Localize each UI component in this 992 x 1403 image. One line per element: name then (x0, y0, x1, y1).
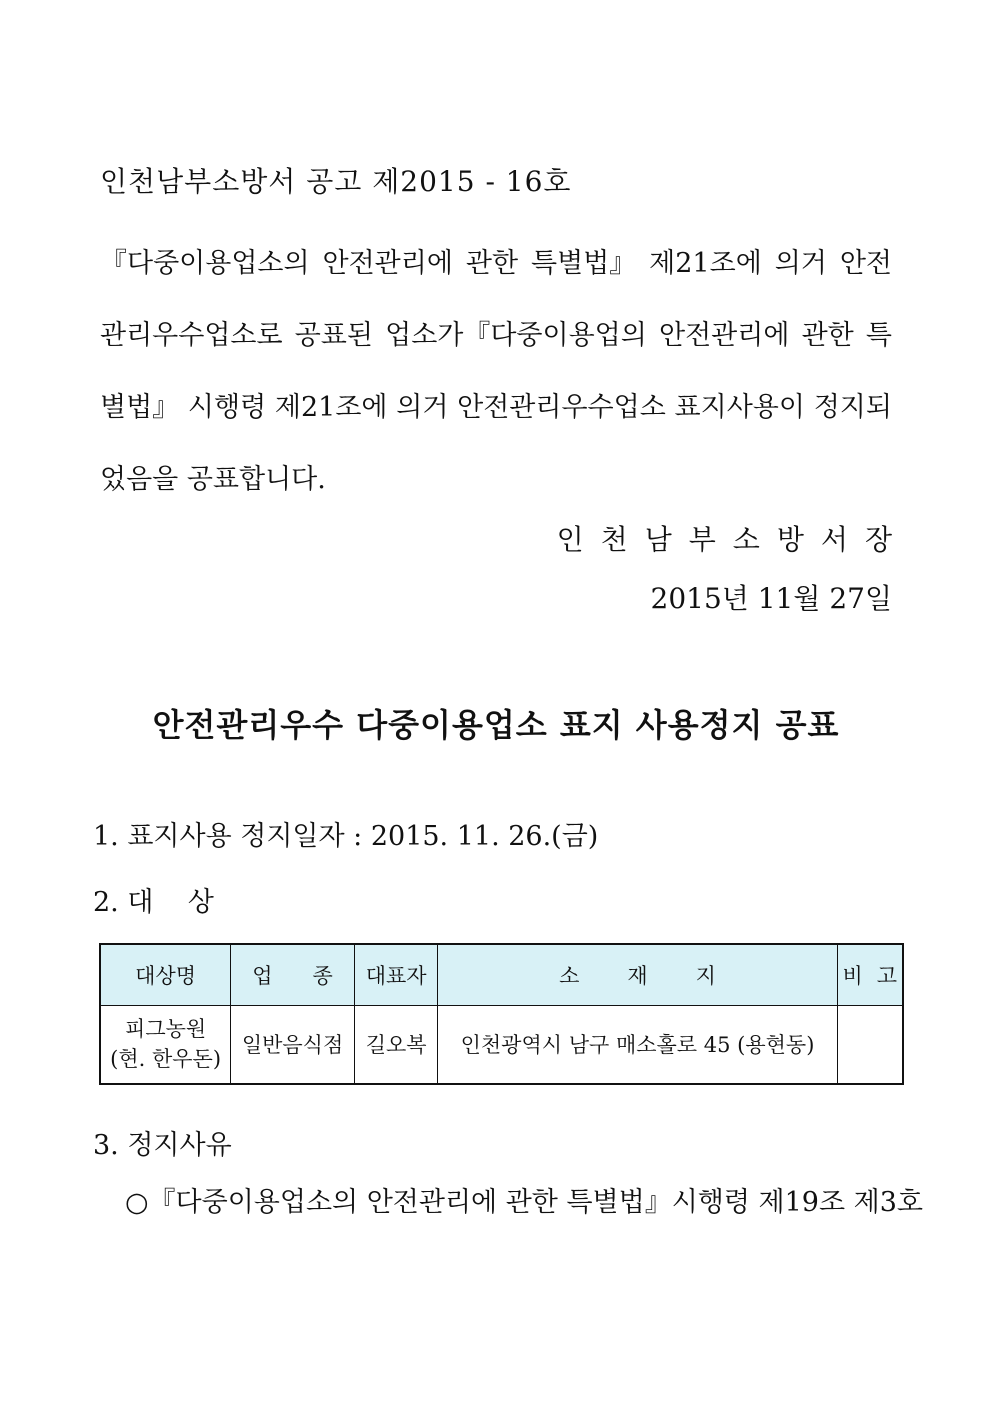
cell-representative: 길오복 (354, 1005, 438, 1084)
intro-word: 특 (865, 320, 892, 351)
document-title: 안전관리우수 다중이용업소 표지 사용정지 공표 (152, 706, 840, 744)
target-table (99, 943, 912, 1085)
cell-name-line: (현. 한우돈) (110, 1047, 222, 1072)
header-name: 대상명 (100, 944, 231, 1005)
reason-text: ○『다중이용업소의 안전관리에 관한 특별법』시행령 제19조 제3호 (125, 1187, 923, 1218)
cell-name-line: 피그농원 (125, 1017, 207, 1042)
cell-location: 인천광역시 남구 매소홀로 45 (용현동) (438, 1005, 837, 1084)
intro-word: 안전관리에 (659, 320, 790, 351)
table-header-row (100, 944, 903, 1005)
intro-word: 업소가『다중이용업의 (385, 320, 647, 351)
intro-word: 관한 (465, 248, 519, 279)
intro-word: 안전관리에 (322, 248, 453, 279)
intro-word: 의거 (396, 392, 449, 423)
section-suspension-date: 1. 표지사용 정지일자 : 2015. 11. 26.(금) (93, 821, 599, 852)
intro-line (100, 246, 892, 318)
header-location: 소재지 (438, 944, 837, 1005)
intro-line (100, 390, 892, 462)
table-row (100, 1005, 903, 1084)
cell-name (100, 1005, 231, 1084)
section-reason: 3. 정지사유 (93, 1130, 232, 1161)
intro-word: 『다중이용업소의 (100, 248, 310, 279)
cell-business-type: 일반음식점 (231, 1005, 355, 1084)
notice-date: 2015년 11월 27일 (650, 582, 892, 615)
intro-word: 표지사용이 (674, 392, 805, 423)
intro-word: 제21조에 (649, 248, 762, 279)
intro-word: 정지되 (813, 392, 892, 423)
intro-word: 별법』 (100, 392, 180, 423)
intro-word: 공표된 (294, 320, 373, 351)
header-note: 비고 (837, 944, 903, 1005)
intro-word: 관리우수업소로 (100, 320, 283, 351)
header-business-type: 업종 (231, 944, 355, 1005)
intro-word: 안전관리우수업소 (457, 392, 666, 423)
intro-line (100, 318, 892, 390)
section-target: 2. 대 상 (93, 887, 214, 918)
intro-word: 의거 (774, 248, 827, 279)
intro-word: 제21조에 (274, 392, 388, 423)
intro-word: 시행령 (187, 392, 267, 423)
intro-word: 안전 (839, 248, 892, 279)
header-representative: 대표자 (354, 944, 438, 1005)
intro-word: 관한 (801, 320, 854, 351)
notice-number: 인천남부소방서 공고 제2015 - 16호 (100, 165, 572, 198)
intro-word: 었음을 공표합니다. (100, 464, 326, 495)
issuer-name: 인천남부소방서장 (556, 523, 909, 556)
intro-paragraph (100, 246, 892, 534)
cell-note (837, 1005, 903, 1084)
intro-word: 특별법』 (530, 248, 637, 279)
